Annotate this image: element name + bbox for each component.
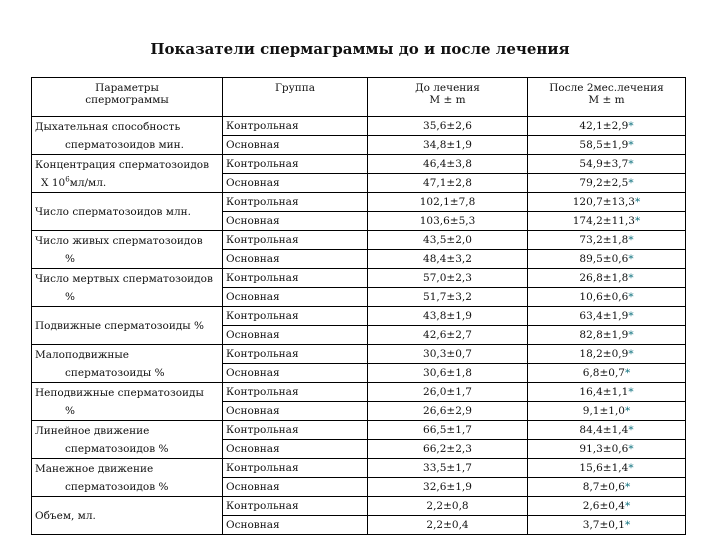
before-value: 66,5±1,7 bbox=[368, 421, 528, 440]
group-cell: Контрольная bbox=[223, 193, 368, 212]
after-number: 174,2±11,3 bbox=[572, 215, 635, 227]
significance-star: * bbox=[628, 329, 634, 341]
after-number: 82,8±1,9 bbox=[579, 329, 629, 341]
group-cell: Основная bbox=[223, 364, 368, 383]
before-value: 30,3±0,7 bbox=[368, 345, 528, 364]
table-row bbox=[32, 421, 686, 440]
significance-star: * bbox=[628, 234, 634, 246]
significance-star: * bbox=[628, 348, 634, 360]
group-cell: Контрольная bbox=[223, 383, 368, 402]
group-cell: Основная bbox=[223, 516, 368, 535]
significance-star: * bbox=[628, 253, 634, 265]
after-number: 54,9±3,7 bbox=[579, 158, 629, 170]
after-value bbox=[528, 459, 686, 478]
table-row bbox=[32, 155, 686, 174]
after-value bbox=[528, 136, 686, 155]
param-line: Манежное движение bbox=[35, 462, 154, 475]
after-number: 18,2±0,9 bbox=[579, 348, 629, 360]
param-line: % bbox=[65, 290, 75, 303]
table-row bbox=[32, 193, 686, 212]
significance-star: * bbox=[628, 310, 634, 322]
before-value: 26,6±2,9 bbox=[368, 402, 528, 421]
significance-star: * bbox=[624, 405, 631, 417]
after-number: 84,4±1,4 bbox=[579, 424, 629, 436]
param-line: Концентрация сперматозоидов bbox=[35, 158, 210, 171]
group-cell: Контрольная bbox=[223, 307, 368, 326]
param-line: Число мертвых сперматозоидов bbox=[35, 272, 213, 285]
significance-star: * bbox=[628, 386, 634, 398]
significance-star: * bbox=[628, 158, 634, 170]
group-cell: Основная bbox=[223, 136, 368, 155]
param-cell bbox=[32, 231, 223, 269]
after-value bbox=[528, 516, 686, 535]
after-number: 63,4±1,9 bbox=[579, 310, 629, 322]
after-value bbox=[528, 117, 686, 136]
table-row bbox=[32, 383, 686, 402]
group-cell: Основная bbox=[223, 440, 368, 459]
after-value bbox=[528, 497, 686, 516]
param-unit: мл/мл. bbox=[69, 176, 107, 189]
param-line: Подвижные сперматозоиды % bbox=[35, 319, 204, 332]
group-cell: Основная bbox=[223, 250, 368, 269]
group-cell: Контрольная bbox=[223, 421, 368, 440]
group-cell: Контрольная bbox=[223, 497, 368, 516]
group-cell: Контрольная bbox=[223, 155, 368, 174]
significance-star: * bbox=[624, 481, 631, 493]
significance-star: * bbox=[624, 367, 631, 379]
group-cell: Контрольная bbox=[223, 269, 368, 288]
after-value bbox=[528, 269, 686, 288]
significance-star: * bbox=[624, 519, 631, 531]
after-number: 89,5±0,6 bbox=[579, 253, 629, 265]
after-number: 42,1±2,9 bbox=[579, 120, 629, 132]
before-value: 46,4±3,8 bbox=[368, 155, 528, 174]
table-row bbox=[32, 459, 686, 478]
header-after: После 2мес.лечения М ± m bbox=[528, 78, 686, 117]
param-line: сперматозоидов % bbox=[65, 442, 169, 455]
before-value: 48,4±3,2 bbox=[368, 250, 528, 269]
before-value: 26,0±1,7 bbox=[368, 383, 528, 402]
after-value bbox=[528, 174, 686, 193]
param-line bbox=[35, 174, 219, 192]
before-value: 30,6±1,8 bbox=[368, 364, 528, 383]
before-value: 2,2±0,4 bbox=[368, 516, 528, 535]
table-row bbox=[32, 345, 686, 364]
param-cell bbox=[32, 193, 223, 231]
param-cell bbox=[32, 459, 223, 497]
before-value: 34,8±1,9 bbox=[368, 136, 528, 155]
param-cell bbox=[32, 345, 223, 383]
significance-star: * bbox=[628, 462, 634, 474]
group-cell: Контрольная bbox=[223, 231, 368, 250]
after-number: 91,3±0,6 bbox=[579, 443, 629, 455]
before-value: 2,2±0,8 bbox=[368, 497, 528, 516]
param-line: Неподвижные сперматозоиды bbox=[35, 386, 204, 399]
before-value: 35,6±2,6 bbox=[368, 117, 528, 136]
before-value: 51,7±3,2 bbox=[368, 288, 528, 307]
group-cell: Основная bbox=[223, 212, 368, 231]
param-line: Линейное движение bbox=[35, 424, 150, 437]
before-value: 103,6±5,3 bbox=[368, 212, 528, 231]
param-cell bbox=[32, 155, 223, 193]
after-number: 73,2±1,8 bbox=[579, 234, 629, 246]
after-number: 2,6±0,4 bbox=[582, 500, 625, 512]
significance-star: * bbox=[635, 215, 641, 227]
table-row bbox=[32, 117, 686, 136]
after-number: 16,4±1,1 bbox=[579, 386, 629, 398]
group-cell: Контрольная bbox=[223, 345, 368, 364]
table-row bbox=[32, 231, 686, 250]
significance-star: * bbox=[628, 424, 634, 436]
before-value: 57,0±2,3 bbox=[368, 269, 528, 288]
param-cell bbox=[32, 421, 223, 459]
param-line: Малоподвижные bbox=[35, 348, 129, 361]
group-cell: Контрольная bbox=[223, 117, 368, 136]
results-table bbox=[31, 77, 686, 535]
header-param: Параметры спермограммы bbox=[32, 78, 223, 117]
after-number: 15,6±1,4 bbox=[579, 462, 629, 474]
after-number: 79,2±2,5 bbox=[579, 177, 629, 189]
table-header-row bbox=[32, 78, 686, 117]
after-value bbox=[528, 345, 686, 364]
before-value: 33,5±1,7 bbox=[368, 459, 528, 478]
table-row bbox=[32, 269, 686, 288]
significance-star: * bbox=[628, 120, 634, 132]
after-value bbox=[528, 307, 686, 326]
after-value bbox=[528, 326, 686, 345]
param-line: Число сперматозоидов млн. bbox=[35, 205, 191, 218]
table-row bbox=[32, 497, 686, 516]
header-group: Группа bbox=[223, 78, 368, 117]
group-cell: Основная bbox=[223, 174, 368, 193]
significance-star: * bbox=[624, 500, 631, 512]
param-line: % bbox=[65, 404, 75, 417]
after-value bbox=[528, 402, 686, 421]
after-value bbox=[528, 383, 686, 402]
after-number: 26,8±1,8 bbox=[579, 272, 629, 284]
significance-star: * bbox=[628, 443, 634, 455]
after-number: 120,7±13,3 bbox=[572, 196, 635, 208]
after-number: 8,7±0,6 bbox=[582, 481, 625, 493]
param-line: сперматозоидов мин. bbox=[65, 138, 184, 151]
after-value bbox=[528, 478, 686, 497]
table-row bbox=[32, 307, 686, 326]
after-value bbox=[528, 288, 686, 307]
param-cell bbox=[32, 307, 223, 345]
param-line: % bbox=[65, 252, 75, 265]
significance-star: * bbox=[628, 291, 634, 303]
after-value bbox=[528, 364, 686, 383]
header-before: До лечения М ± m bbox=[368, 78, 528, 117]
after-number: 3,7±0,1 bbox=[582, 519, 625, 531]
param-line: сперматозоидов % bbox=[65, 480, 169, 493]
param-line: Объем, мл. bbox=[35, 509, 96, 522]
before-value: 102,1±7,8 bbox=[368, 193, 528, 212]
group-cell: Основная bbox=[223, 402, 368, 421]
before-value: 43,8±1,9 bbox=[368, 307, 528, 326]
after-value bbox=[528, 193, 686, 212]
group-cell: Основная bbox=[223, 326, 368, 345]
param-line: сперматозоиды % bbox=[65, 366, 165, 379]
param-line: Число живых сперматозоидов bbox=[35, 234, 203, 247]
param-cell bbox=[32, 383, 223, 421]
page-title: Показатели спермаграммы до и после лечения bbox=[150, 40, 570, 58]
group-cell: Основная bbox=[223, 478, 368, 497]
group-cell: Контрольная bbox=[223, 459, 368, 478]
before-value: 47,1±2,8 bbox=[368, 174, 528, 193]
param-cell bbox=[32, 269, 223, 307]
group-cell: Основная bbox=[223, 288, 368, 307]
significance-star: * bbox=[628, 139, 634, 151]
after-number: 58,5±1,9 bbox=[579, 139, 629, 151]
before-value: 66,2±2,3 bbox=[368, 440, 528, 459]
param-cell bbox=[32, 497, 223, 535]
after-number: 10,6±0,6 bbox=[579, 291, 629, 303]
after-value bbox=[528, 212, 686, 231]
after-number: 6,8±0,7 bbox=[582, 367, 625, 379]
after-value bbox=[528, 421, 686, 440]
significance-star: * bbox=[628, 272, 634, 284]
param-unit: Х 10 bbox=[41, 176, 66, 189]
after-value bbox=[528, 250, 686, 269]
after-value bbox=[528, 440, 686, 459]
significance-star: * bbox=[628, 177, 634, 189]
after-value bbox=[528, 231, 686, 250]
before-value: 32,6±1,9 bbox=[368, 478, 528, 497]
param-cell bbox=[32, 117, 223, 155]
table-body bbox=[32, 117, 686, 535]
before-value: 42,6±2,7 bbox=[368, 326, 528, 345]
param-line: Дыхательная способность bbox=[35, 120, 181, 133]
after-value bbox=[528, 155, 686, 174]
before-value: 43,5±2,0 bbox=[368, 231, 528, 250]
after-number: 9,1±1,0 bbox=[582, 405, 625, 417]
param-exponent: 6 bbox=[65, 175, 70, 183]
significance-star: * bbox=[635, 196, 641, 208]
